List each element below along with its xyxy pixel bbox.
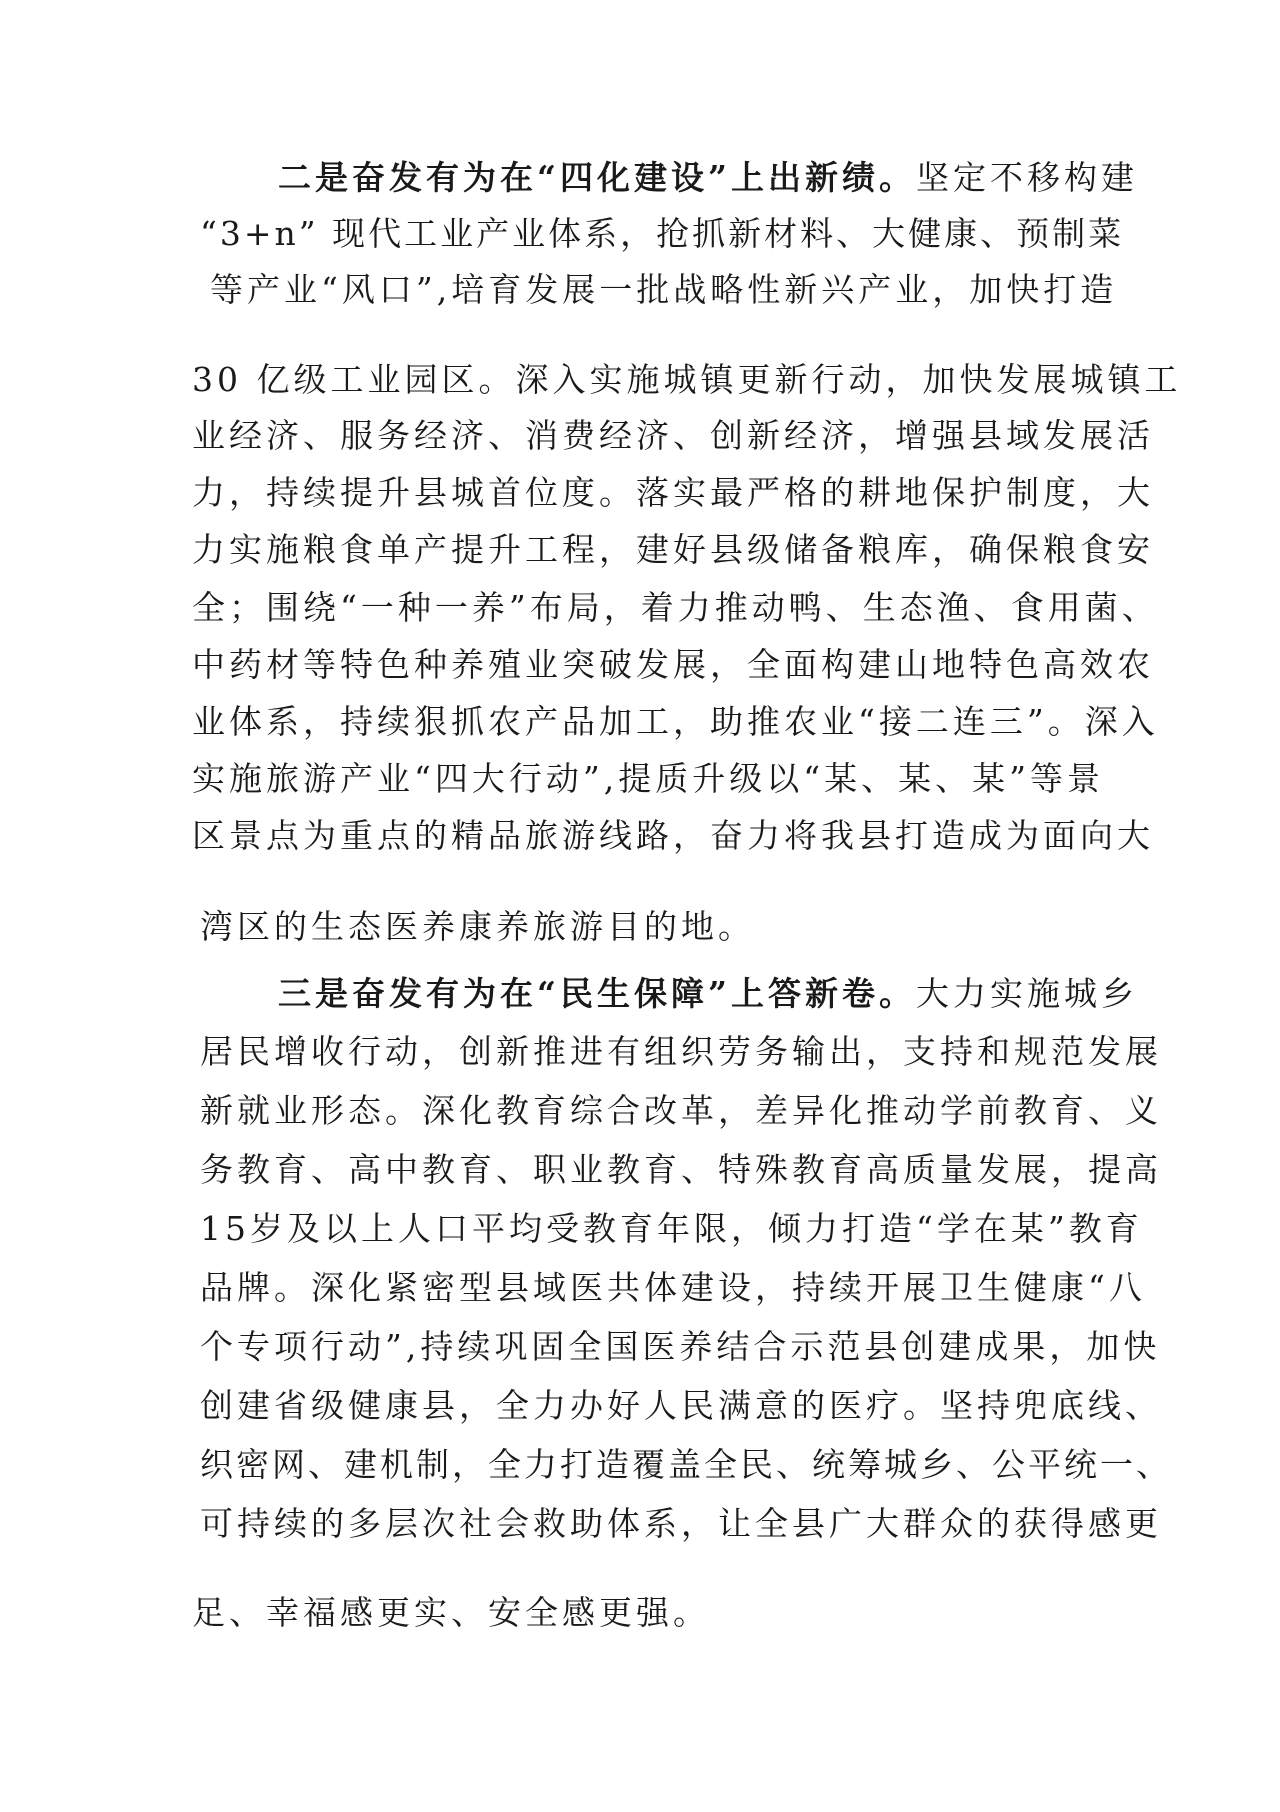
paragraph-3-line-1-rest: 大力实施城乡: [915, 974, 1138, 1013]
paragraph-2-line: 等产业“风口”,培育发展一批战略性新兴产业，加快打造: [210, 270, 1118, 309]
paragraph-2-line: 业经济、服务经济、消费经济、创新经济，增强县域发展活: [192, 416, 1154, 455]
paragraph-3-line: 新就业形态。深化教育综合改革，差异化推动学前教育、义: [200, 1091, 1162, 1130]
paragraph-3-line: 品牌。深化紧密型县域医共体建设，持续开展卫生健康“八: [200, 1268, 1146, 1307]
paragraph-3-line: 可持续的多层次社会救助体系，让全县广大群众的获得感更: [200, 1504, 1162, 1543]
paragraph-2-line: 全；围绕“一种一养”布局，着力推动鸭、生态渔、食用菌、: [192, 588, 1159, 627]
paragraph-2-line: 30 亿级工业园区。深入实施城镇更新行动，加快发展城镇工: [192, 360, 1182, 399]
paragraph-2-lead: 二是奋发有为在“四化建设”上出新绩。: [278, 158, 916, 197]
paragraph-2-line: 业体系，持续狠抓农产品加工，助推农业“接二连三”。深入: [192, 702, 1159, 741]
paragraph-3-line-1: [278, 972, 1138, 1016]
paragraph-3-lead: 三是奋发有为在“民生保障”上答新卷。: [278, 974, 916, 1013]
paragraph-2-line: 实施旅游产业“四大行动”,提质升级以“某、某、某”等景: [192, 759, 1104, 798]
paragraph-3-line: 居民增收行动，创新推进有组织劳务输出，支持和规范发展: [200, 1032, 1162, 1071]
paragraph-2-line: “3+n” 现代工业产业体系，抢抓新材料、大健康、预制菜: [200, 214, 1125, 253]
paragraph-2-line: 中药材等特色种养殖业突破发展，全面构建山地特色高效农: [192, 645, 1154, 684]
paragraph-2-line-1: [278, 156, 1138, 200]
paragraph-3-line: 织密网、建机制，全力打造覆盖全民、统筹城乡、公平统一、: [200, 1445, 1172, 1484]
paragraph-3-line: 足、幸福感更实、安全感更强。: [192, 1593, 710, 1632]
paragraph-3-line: 务教育、高中教育、职业教育、特殊教育高质量发展，提高: [200, 1150, 1162, 1189]
paragraph-2-line-1-rest: 坚定不移构建: [915, 158, 1138, 197]
paragraph-2-line: 力实施粮食单产提升工程，建好县级储备粮库，确保粮食安: [192, 530, 1154, 569]
paragraph-2-line: 湾区的生态医养康养旅游目的地。: [200, 907, 755, 946]
paragraph-3-line: 15岁及以上人口平均受教育年限，倾力打造“学在某”教育: [200, 1209, 1143, 1248]
paragraph-3-line: 创建省级健康县，全力办好人民满意的医疗。坚持兜底线、: [200, 1386, 1162, 1425]
paragraph-2-line: 区景点为重点的精品旅游线路，奋力将我县打造成为面向大: [192, 816, 1154, 855]
paragraph-3-line: 个专项行动”,持续巩固全国医养结合示范县创建成果，加快: [200, 1327, 1161, 1366]
paragraph-2-line: 力，持续提升县城首位度。落实最严格的耕地保护制度，大: [192, 473, 1154, 512]
